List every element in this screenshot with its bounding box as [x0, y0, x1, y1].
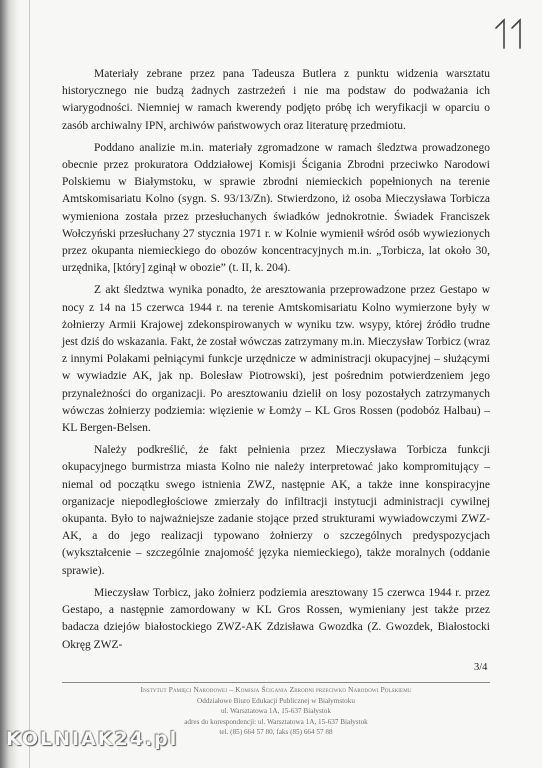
paragraph-2: Poddano analizie m.in. materiały zgromadzone w ramach śledztwa prowadzonego obecnie przez prokuratora Oddziałowej Komisji Ścigania Zbrodni przeciwko Narodowi Polskiemu w Białymstoku, w sprawie zbrodni niemieckich popełnionych na terenie Amtskomisariatu Kolno (sygn. S. 93/13/Zn). Stwierdzono, iż osoba Mieczysława Torbicza wymieniona została przez przesłuchanych świadków jednokrotnie. Świadek Franciszek Wołczyński przesłuchany 27 stycznia 1971 r. w Kolnie wymienił wśród osób wywiezionych przez okupanta niemieckiego do obozów koncentracyjnych m.in. „Torbicza, lat około 30, urzędnika, [który] zginął w obozie” (t. II, k. 204). [62, 141, 490, 275]
footer-institution: Instytut Pamięci Narodowej – Komisja Ścigania Zbrodni przeciwko Narodowi Polskiemu [140, 685, 412, 694]
footer-divider [62, 682, 490, 683]
footer-address: ul. Warsztatowa 1A, 15-637 Białystok [221, 707, 331, 716]
paragraph-1: Materiały zebrane przez pana Tadeusza Butlera z punktu widzenia warsztatu historycznego nie budzą żadnych zastrzeżeń i nie ma podstaw do podważania ich wiarygodności. Niemniej w ramach kwerendy podjęto próbę ich weryfikacji w oparciu o zasób archiwalny IPN, archiwów państwowych oraz literaturę przedmiotu. [62, 68, 490, 132]
scan-margin-line [29, 0, 30, 768]
paragraph-4: Należy podkreślić, że fakt pełnienia przez Mieczysława Torbicza funkcji okupacyjnego burmistrza miasta Kolno nie należy interpretować jako kompromitujący – niemal od początku swego istnienia ZWZ, następnie AK, a także inne konspiracyjne organizacje niepodległościowe zmierzały do infiltracji instytucji administracji cywilnej okupanta. Było to najważniejsze zadanie stojące przed strukturami wywiadowczymi ZWZ-AK, a do jego realizacji typowano żołnierzy o szczególnych predyspozycjach (wykształcenie – szczególnie znajomość języka niemieckiego), także moralnych (oddanie sprawie). [62, 444, 490, 577]
footer-office: Oddziałowe Biuro Edukacji Publicznej w Białymstoku [197, 696, 355, 705]
paragraph-5: Mieczysław Torbicz, jako żołnierz podziemia aresztowany 15 czerwca 1944 r. przez Gestapo, a następnie zamordowany w KL Gros Rossen, wymieniany jest także przez badacza dziejów białostockiego ZWZ-AK Zdzisława Gwozdka (Z. Gwozdek, Białostocki Okręg ZWZ- [62, 586, 490, 651]
document-body [62, 66, 490, 659]
footer-correspondence: adres do korespondencji: ul. Warsztatowa 1A, 15-637 Białystok [184, 717, 368, 726]
scan-binder-edge [0, 0, 20, 768]
page-number: 3/4 [474, 662, 488, 673]
footer-phone: tel. (85) 664 57 80, faks (85) 664 57 88 [219, 728, 333, 737]
site-watermark: KOLNIAK24.pl [6, 728, 179, 750]
paragraph-3: Z akt śledztwa wynika ponadto, że aresztowania przeprowadzone przez Gestapo w nocy z 14 na 15 czerwca 1944 r. na terenie Amtskomisariatu Kolno wymierzone były w żołnierzy Armii Krajowej zdekonspirowanych w wyniku tzw. wsypy, której źródło trudne jest dziś do wskazania. Fakt, że został wówczas zatrzymany m.in. Mieczysław Torbicz (wraz z innymi Polakami pełniącymi funkcje urzędnicze w administracji okupacyjnej – służącymi w wywiadzie AK, jak np. Bolesław Piotrowski), jest pośrednim potwierdzeniem jego przynależności do organizacji. Po aresztowaniu dzielił on losy pozostałych zatrzymanych wówczas żołnierzy podziemia: więzienie w Łomży – KL Gros Rossen (podobóz Halbau) – KL Bergen-Belsen. [62, 284, 490, 435]
handwritten-page-mark [492, 16, 532, 50]
